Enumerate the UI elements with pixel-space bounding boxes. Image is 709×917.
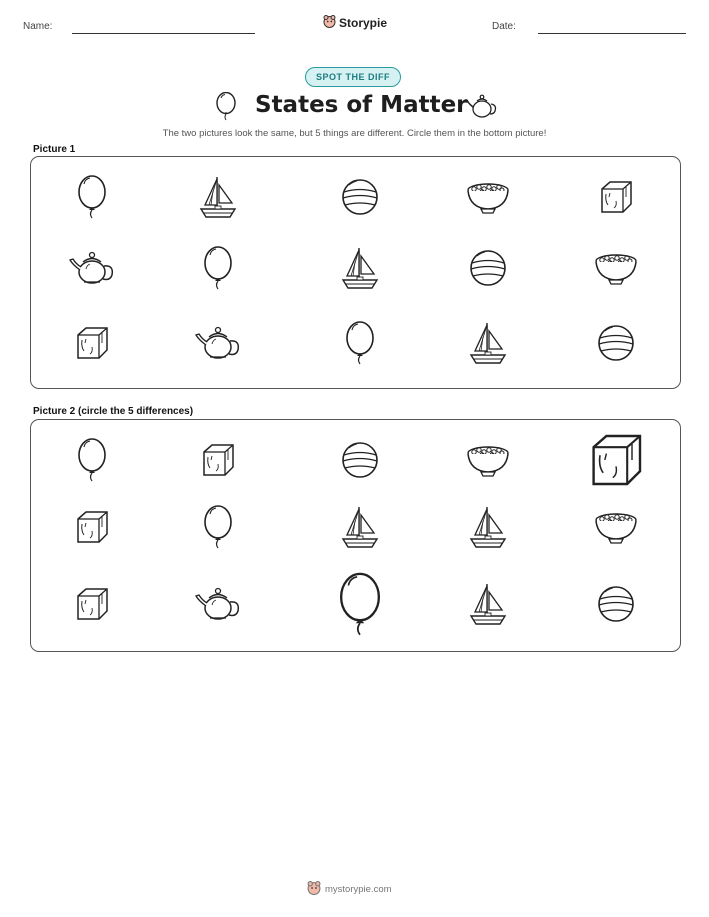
sailboat-icon: [465, 319, 511, 367]
page-title: States of Matter: [255, 92, 468, 118]
ice-cube-icon[interactable]: [584, 428, 648, 492]
brand: [323, 15, 387, 31]
ball-icon: [467, 247, 509, 289]
balloon-icon[interactable]: [72, 437, 112, 483]
ball-icon: [595, 322, 637, 364]
balloon-icon: [72, 174, 112, 220]
ball-icon[interactable]: [595, 583, 637, 625]
name-line[interactable]: [72, 33, 255, 34]
balloon-icon[interactable]: [331, 571, 389, 638]
teapot-icon[interactable]: [193, 585, 243, 623]
ice-cube-icon[interactable]: [72, 584, 112, 624]
cereal-bowl-icon: [592, 249, 640, 287]
cereal-bowl-icon[interactable]: [464, 441, 512, 479]
balloon-icon[interactable]: [198, 504, 238, 550]
name-label: Name:: [23, 21, 53, 32]
ice-cube-icon[interactable]: [72, 507, 112, 547]
picture1-label: Picture 1: [33, 144, 76, 155]
ice-cube-icon[interactable]: [198, 440, 238, 480]
cereal-bowl-icon: [464, 178, 512, 216]
teapot-icon: [67, 249, 117, 287]
storypie-logo-icon: [307, 881, 321, 898]
ice-cube-icon: [596, 177, 636, 217]
teapot-icon: [193, 324, 243, 362]
ice-cube-icon: [72, 323, 112, 363]
sailboat-icon[interactable]: [337, 503, 383, 551]
ball-icon[interactable]: [339, 439, 381, 481]
cereal-bowl-icon[interactable]: [592, 508, 640, 546]
title-balloon-icon: [215, 92, 237, 127]
date-line[interactable]: [538, 33, 686, 34]
brand-name: Storypie: [339, 16, 388, 30]
sailboat-icon: [337, 244, 383, 292]
date-label: Date:: [492, 21, 516, 32]
balloon-icon: [198, 245, 238, 291]
instructions: The two pictures look the same, but 5 things are different. Circle them in the bottom picture!: [162, 128, 547, 139]
balloon-icon: [340, 320, 380, 366]
sailboat-icon[interactable]: [465, 580, 511, 628]
ball-icon: [339, 176, 381, 218]
sailboat-icon[interactable]: [465, 503, 511, 551]
activity-badge: SPOT THE DIFF: [305, 67, 401, 87]
storypie-logo-icon: [323, 15, 336, 31]
sailboat-icon: [195, 173, 241, 221]
title-teapot-icon: [465, 93, 499, 124]
footer: [307, 881, 392, 898]
picture2-label: Picture 2 (circle the 5 differences): [33, 406, 194, 417]
footer-site[interactable]: mystorypie.com: [325, 884, 392, 895]
